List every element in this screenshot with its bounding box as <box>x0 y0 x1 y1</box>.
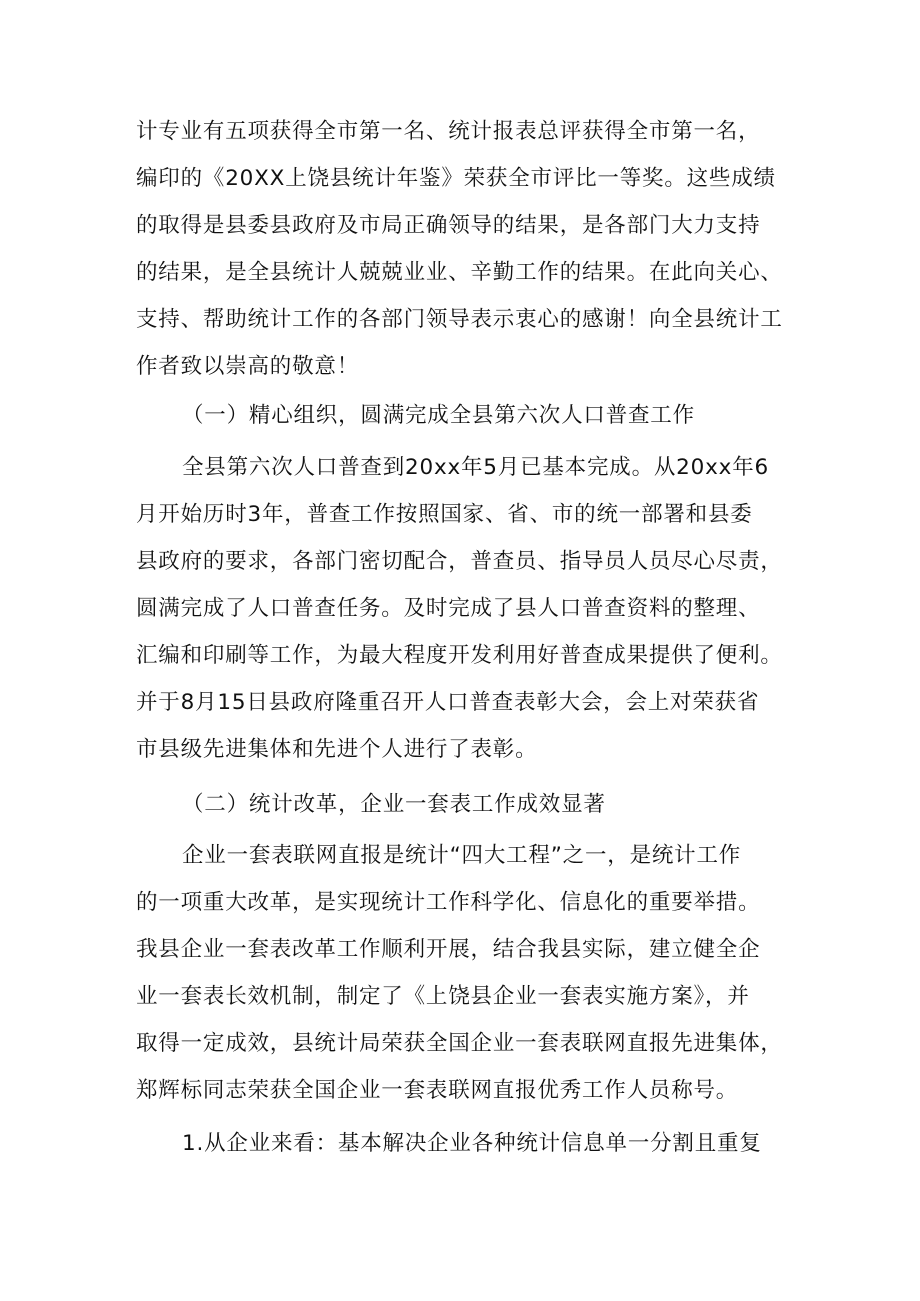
numbered-item-1: 1.从企业来看：基本解决企业各种统计信息单一分割且重复 <box>182 1131 762 1156</box>
paragraph-line: 汇编和印刷等工作，为最大程度开发利用好普查成果提供了便利。 <box>136 643 783 668</box>
paragraph-line: 计专业有五项获得全市第一名、统计报表总评获得全市第一名， <box>136 119 761 144</box>
paragraph-line: 的一项重大改革，是实现统计工作科学化、信息化的重要举措。 <box>136 890 761 915</box>
section-heading-1: （一）精心组织，圆满完成全县第六次人口普查工作 <box>182 403 695 428</box>
paragraph-line: 并于8月15日县政府隆重召开人口普查表彰大会，会上对荣获省 <box>136 690 760 715</box>
paragraph-line: 编印的《20XX上饶县统计年鉴》荣获全市评比一等奖。这些成绩 <box>136 166 776 191</box>
paragraph-line: 全县第六次人口普查到20xx年5月已基本完成。从20xx年6 <box>182 455 769 480</box>
paragraph-line: 圆满完成了人口普查任务。及时完成了县人口普查资料的整理、 <box>136 596 761 621</box>
paragraph-line: 县政府的要求，各部门密切配合，普查员、指导员人员尽心尽责， <box>136 549 783 574</box>
paragraph-line: 企业一套表联网直报是统计“四大工程”之一，是统计工作 <box>182 843 742 868</box>
paragraph-line: 业一套表长效机制，制定了《上饶县企业一套表实施方案》，并 <box>136 984 750 1009</box>
paragraph-line: 取得一定成效，县统计局荣获全国企业一套表联网直报先进集体， <box>136 1031 783 1056</box>
paragraph-line: 作者致以崇高的敬意！ <box>136 354 360 379</box>
paragraph-line: 的取得是县委县政府及市局正确领导的结果，是各部门大力支持 <box>136 213 761 238</box>
section-heading-2: （二）统计改革，企业一套表工作成效显著 <box>182 792 606 817</box>
paragraph-line: 郑辉标同志荣获全国企业一套表联网直报优秀工作人员称号。 <box>136 1078 739 1103</box>
paragraph-line: 支持、帮助统计工作的各部门领导表示衷心的感谢！向全县统计工 <box>136 307 783 332</box>
paragraph-line: 市县级先进集体和先进个人进行了表彰。 <box>136 737 538 762</box>
paragraph-line: 我县企业一套表改革工作顺利开展，结合我县实际，建立健全企 <box>136 937 761 962</box>
paragraph-line: 的结果，是全县统计人兢兢业业、辛勤工作的结果。在此向关心、 <box>136 260 783 285</box>
paragraph-line: 月开始历时3年，普查工作按照国家、省、市的统一部署和县委 <box>136 502 753 527</box>
